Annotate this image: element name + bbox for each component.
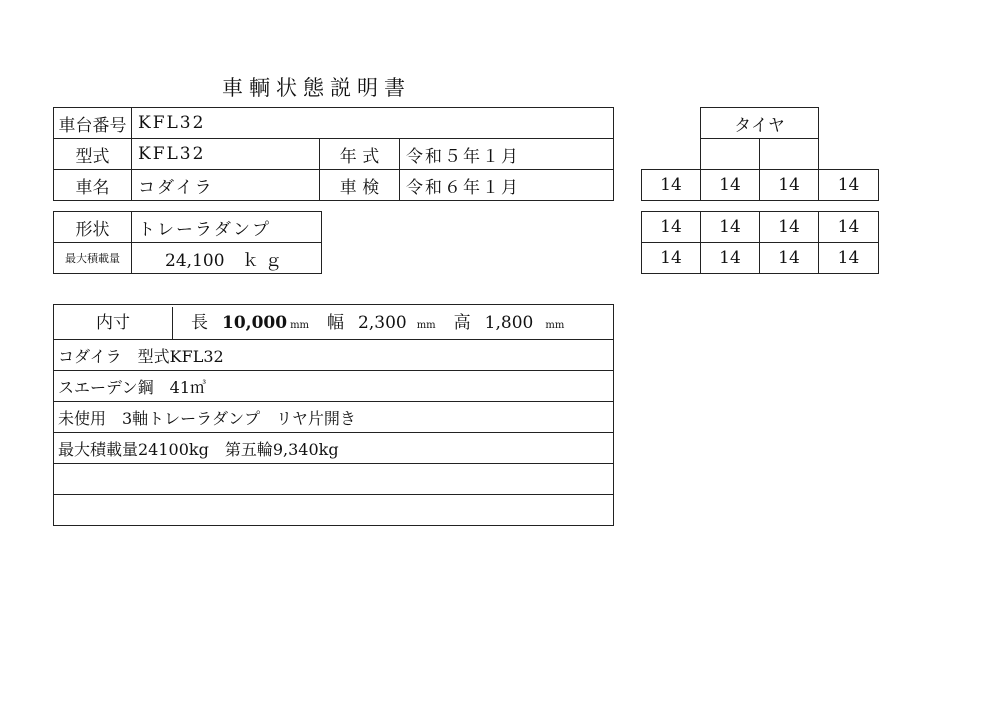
model-value: KFL32 [132, 139, 320, 170]
tire-cell: 14 [760, 170, 819, 201]
note-line [54, 464, 614, 495]
model-row [54, 139, 614, 170]
dimensions-cell [54, 305, 614, 340]
note-row [54, 402, 614, 433]
tire-cell: 14 [760, 243, 819, 274]
note-row [54, 495, 614, 526]
tire-header: タイヤ [701, 108, 819, 139]
height-value: 1,800 [484, 313, 534, 333]
max-load-label: 最大積載量 [54, 243, 132, 274]
note-row [54, 371, 614, 402]
chassis-row [54, 108, 614, 139]
length-unit: mm [290, 320, 310, 331]
length-label: 長 [191, 313, 208, 333]
tire-cell: 14 [819, 170, 879, 201]
height-label: 高 [453, 313, 471, 333]
tire-cell: 14 [642, 212, 701, 243]
tire-blank-row [642, 139, 879, 170]
max-load-cell [132, 243, 322, 274]
max-load-unit: ｋｇ [241, 250, 288, 271]
note-row [54, 464, 614, 495]
tire-row [642, 212, 879, 243]
max-load-row [54, 243, 322, 274]
shape-label: 形状 [54, 212, 132, 243]
length-value: 10,000 [222, 313, 288, 333]
tire-cell: 14 [642, 170, 701, 201]
description-table [53, 304, 614, 526]
note-line: コダイラ 型式KFL32 [54, 340, 614, 371]
vehicle-name-value: コダイラ [132, 170, 320, 201]
note-line: スエーデン鋼 41㎥ [54, 371, 614, 402]
vehicle-name-label: 車名 [54, 170, 132, 201]
tire-row [642, 170, 879, 201]
note-line: 未使用 3軸トレーラダンプ リヤ片開き [54, 402, 614, 433]
shape-row [54, 212, 322, 243]
note-row [54, 433, 614, 464]
tire-cell: 14 [701, 212, 760, 243]
inspection-label: 車 検 [320, 170, 400, 201]
width-unit: mm [416, 320, 436, 331]
tire-cell: 14 [701, 170, 760, 201]
dimensions-label: 内寸 [54, 307, 173, 339]
height-unit: mm [545, 320, 565, 331]
tire-blank-cell [701, 139, 760, 170]
chassis-number-label: 車台番号 [54, 108, 132, 139]
tire-cell: 14 [642, 243, 701, 274]
width-label: 幅 [327, 313, 345, 333]
dimensions-row [54, 305, 614, 340]
note-row [54, 340, 614, 371]
note-line: 最大積載量24100kg 第五輪9,340kg [54, 433, 614, 464]
model-label: 型式 [54, 139, 132, 170]
year-value: 令和５年１月 [400, 139, 614, 170]
tire-cell: 14 [819, 212, 879, 243]
tire-table [641, 107, 879, 201]
chassis-number-value: KFL32 [132, 108, 614, 139]
tire-cell: 14 [819, 243, 879, 274]
tire-blank-cell [760, 139, 819, 170]
inspection-value: 令和６年１月 [400, 170, 614, 201]
max-load-value: 24,100 [165, 250, 225, 271]
tire-header-row [642, 108, 879, 139]
tire-cell: 14 [701, 243, 760, 274]
document-title: 車輌状態説明書 [222, 76, 411, 100]
vehicle-info-table [53, 107, 614, 201]
tire-table-lower [641, 211, 879, 274]
shape-table [53, 211, 322, 274]
shape-value: トレーラダンプ [132, 212, 322, 243]
name-row [54, 170, 614, 201]
width-value: 2,300 [358, 313, 407, 333]
note-line [54, 495, 614, 526]
year-label: 年 式 [320, 139, 400, 170]
tire-row [642, 243, 879, 274]
tire-cell: 14 [760, 212, 819, 243]
